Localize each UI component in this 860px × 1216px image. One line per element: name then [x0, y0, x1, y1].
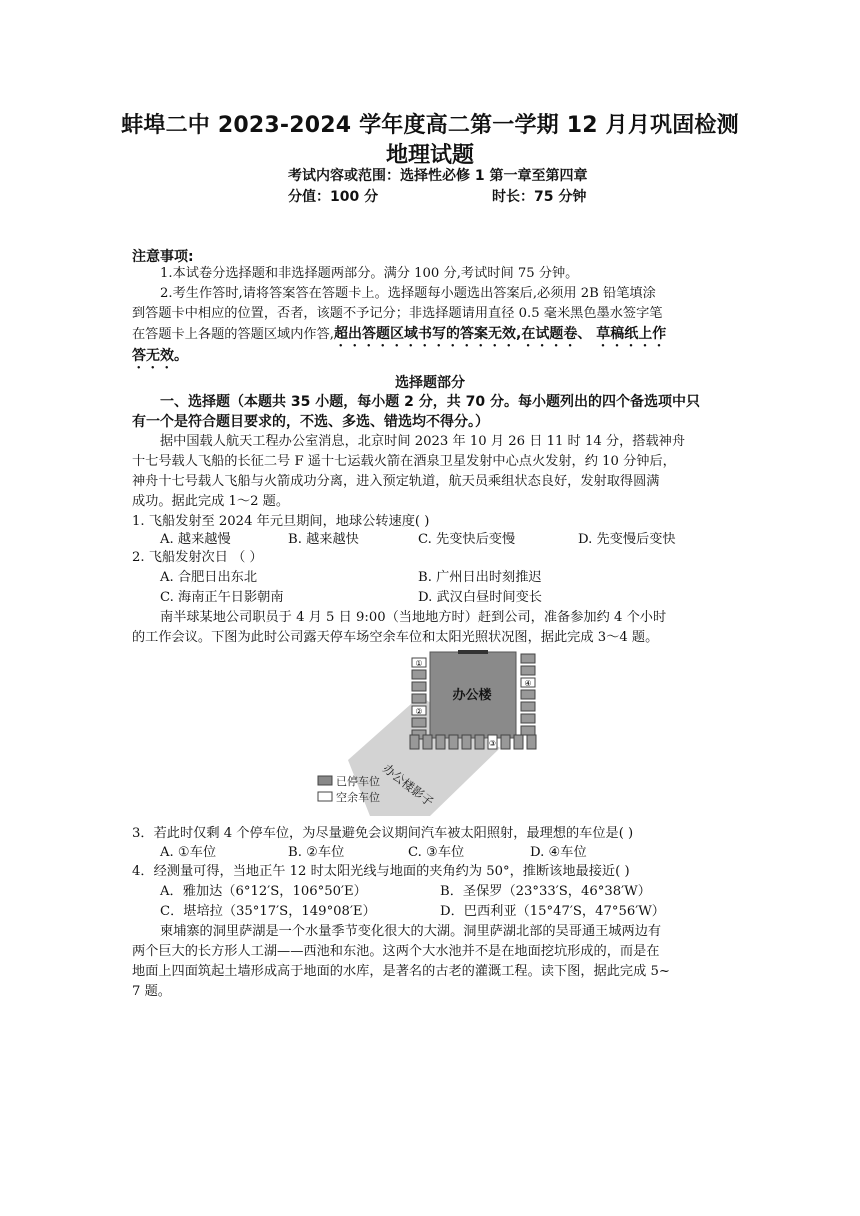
exam-score: 分值：100 分: [288, 189, 379, 205]
parking-slot: [412, 670, 426, 679]
slot-2-label: ②: [415, 707, 423, 716]
parking-slot: [521, 702, 535, 711]
right-slots: [521, 654, 535, 735]
passage1-line2: 十七号载人飞船的长征二号 F 遥十七运载火箭在酒泉卫星发射中心点火发射，约 10 分钟后，: [132, 454, 676, 469]
q1-option-b: B. 越来越快: [288, 532, 359, 547]
q3-option-d: D. ④车位: [530, 845, 587, 860]
notice-item-2b: 到答题卡中相应的位置，否者，该题不予记分；非选择题请用直径 0.5 毫米黑色墨水签字笔: [132, 306, 663, 321]
section-title: 选择题部分: [395, 375, 465, 391]
exam-duration: 时长：75 分钟: [492, 189, 587, 205]
parking-slot: [514, 735, 523, 749]
legend-parked-label: 已停车位: [336, 775, 380, 788]
q3-option-c: C. ③车位: [408, 845, 465, 860]
notice-item-2c-plain: 在答题卡上各题的答题区域内作答,: [132, 327, 335, 342]
passage3-line1: 柬埔寨的洞里萨湖是一个水量季节变化很大的大湖。洞里萨湖北部的吴哥通王城两边有: [160, 924, 662, 939]
notice-item-2c-emphasis: 超出答题区域书写的答案无效,在试题卷、 草稿纸上作: [334, 326, 667, 342]
building-label: 办公楼: [452, 688, 492, 703]
q2-option-a: A. 合肥日出东北: [160, 570, 258, 585]
q4-option-d: D．巴西利亚（15°47′S，47°56′W）: [440, 904, 665, 919]
parking-slot: [462, 735, 471, 749]
exam-subject: 地理试题: [385, 143, 474, 168]
legend-empty-label: 空余车位: [336, 791, 380, 804]
parking-slot: [521, 714, 535, 723]
building-roof-mark: [458, 650, 488, 654]
q1-option-d: D. 先变慢后变快: [578, 532, 676, 547]
exam-title: 蚌埠二中 2023-2024 学年度高二第一学期 12 月月巩固检测: [121, 113, 739, 138]
legend-empty-swatch: [318, 792, 332, 801]
passage2-line1: 南半球某地公司职员于 4 月 5 日 9:00（当地地方时）赶到公司，准备参加约 4 个小时: [160, 610, 667, 625]
parking-slot: [412, 694, 426, 703]
slot-1-label: ①: [415, 659, 423, 668]
parking-slot: [449, 735, 458, 749]
passage3-line2: 两个巨大的长方形人工湖——西池和东池。这两个大水池并不是在地面挖坑形成的，而是在: [132, 944, 660, 959]
legend-parked-swatch: [318, 776, 332, 785]
q2-option-d: D. 武汉白昼时间变长: [418, 590, 542, 605]
q4-option-b: B．圣保罗（23°33′S，46°38′W）: [440, 884, 651, 899]
passage1-line1: 据中国载人航天工程办公室消息，北京时间 2023 年 10 月 26 日 11 时 14 分，搭载神舟: [160, 434, 686, 449]
left-slots: [412, 658, 426, 739]
q1-option-c: C. 先变快后变慢: [418, 532, 516, 547]
parking-slot: [521, 666, 535, 675]
parking-slot: [436, 735, 445, 749]
parking-slot: [521, 726, 535, 735]
notice-item-2a: 2.考生作答时,请将答案答在答题卡上。选择题每小题选出答案后,必须用 2B 铅笔填涂: [160, 286, 656, 301]
passage3-line4: 7 题。: [132, 984, 171, 999]
q2-stem: 2. 飞船发射次日 （ ）: [132, 550, 263, 565]
q3-option-a: A. ①车位: [160, 845, 217, 860]
parking-slot: [521, 654, 535, 663]
parking-slot: [410, 735, 419, 749]
slot-3-label: ③: [488, 739, 497, 748]
parking-slot: [412, 718, 426, 727]
slot-4-label: ④: [524, 679, 532, 688]
q2-option-c: C. 海南正午日影朝南: [160, 590, 284, 605]
q3-stem: 3．若此时仅剩 4 个停车位，为尽量避免会议期间汽车被太阳照射，最理想的车位是( ): [132, 826, 634, 841]
q4-option-a: A．雅加达（6°12′S，106°50′E）: [160, 884, 367, 899]
notice-item-1: 1.本试卷分选择题和非选择题两部分。满分 100 分,考试时间 75 分钟。: [160, 266, 579, 281]
parking-lot-figure: [300, 648, 550, 820]
q4-stem: 4．经测量可得，当地正午 12 时太阳光线与地面的夹角约为 50°，推断该地最接近( ): [132, 864, 630, 879]
q4-option-c: C．堪培拉（35°17′S，149°08′E）: [160, 904, 376, 919]
passage3-line3: 地面上四面筑起土墙形成高于地面的水库，是著名的古老的灌溉工程。读下图，据此完成 5~: [132, 964, 670, 979]
passage2-line2: 的工作会议。下图为此时公司露天停车场空余车位和太阳光照状况图，据此完成 3～4 题。: [132, 630, 659, 645]
parking-slot: [501, 735, 510, 749]
parking-slot: [521, 690, 535, 699]
section-instruction-b: 有一个是符合题目要求的，不选、多选、错选均不得分。）: [132, 414, 489, 430]
passage1-line3: 神舟十七号载人飞船与火箭成功分离，进入预定轨道，航天员乘组状态良好，发射取得圆满: [132, 474, 660, 489]
q1-stem: 1. 飞船发射至 2024 年元旦期间，地球公转速度( ): [132, 514, 430, 529]
exam-scope: 考试内容或范围：选择性必修 1 第一章至第四章: [288, 168, 588, 184]
parking-slot: [423, 735, 432, 749]
section-instruction-a: 一、选择题（本题共 35 小题，每小题 2 分，共 70 分。每小题列出的四个备选项中只: [160, 394, 700, 410]
parking-slot: [475, 735, 484, 749]
notice-title: 注意事项:: [132, 249, 194, 265]
q2-option-b: B. 广州日出时刻推迟: [418, 570, 542, 585]
q1-option-a: A. 越来越慢: [160, 532, 231, 547]
shadow-label: 办公楼影子: [380, 761, 437, 810]
passage1-line4: 成功。据此完成 1～2 题。: [132, 494, 290, 509]
parking-slot: [527, 735, 536, 749]
parking-slot: [412, 682, 426, 691]
notice-item-2d-emphasis: 答无效。: [132, 348, 188, 364]
q3-option-b: B. ②车位: [288, 845, 345, 860]
